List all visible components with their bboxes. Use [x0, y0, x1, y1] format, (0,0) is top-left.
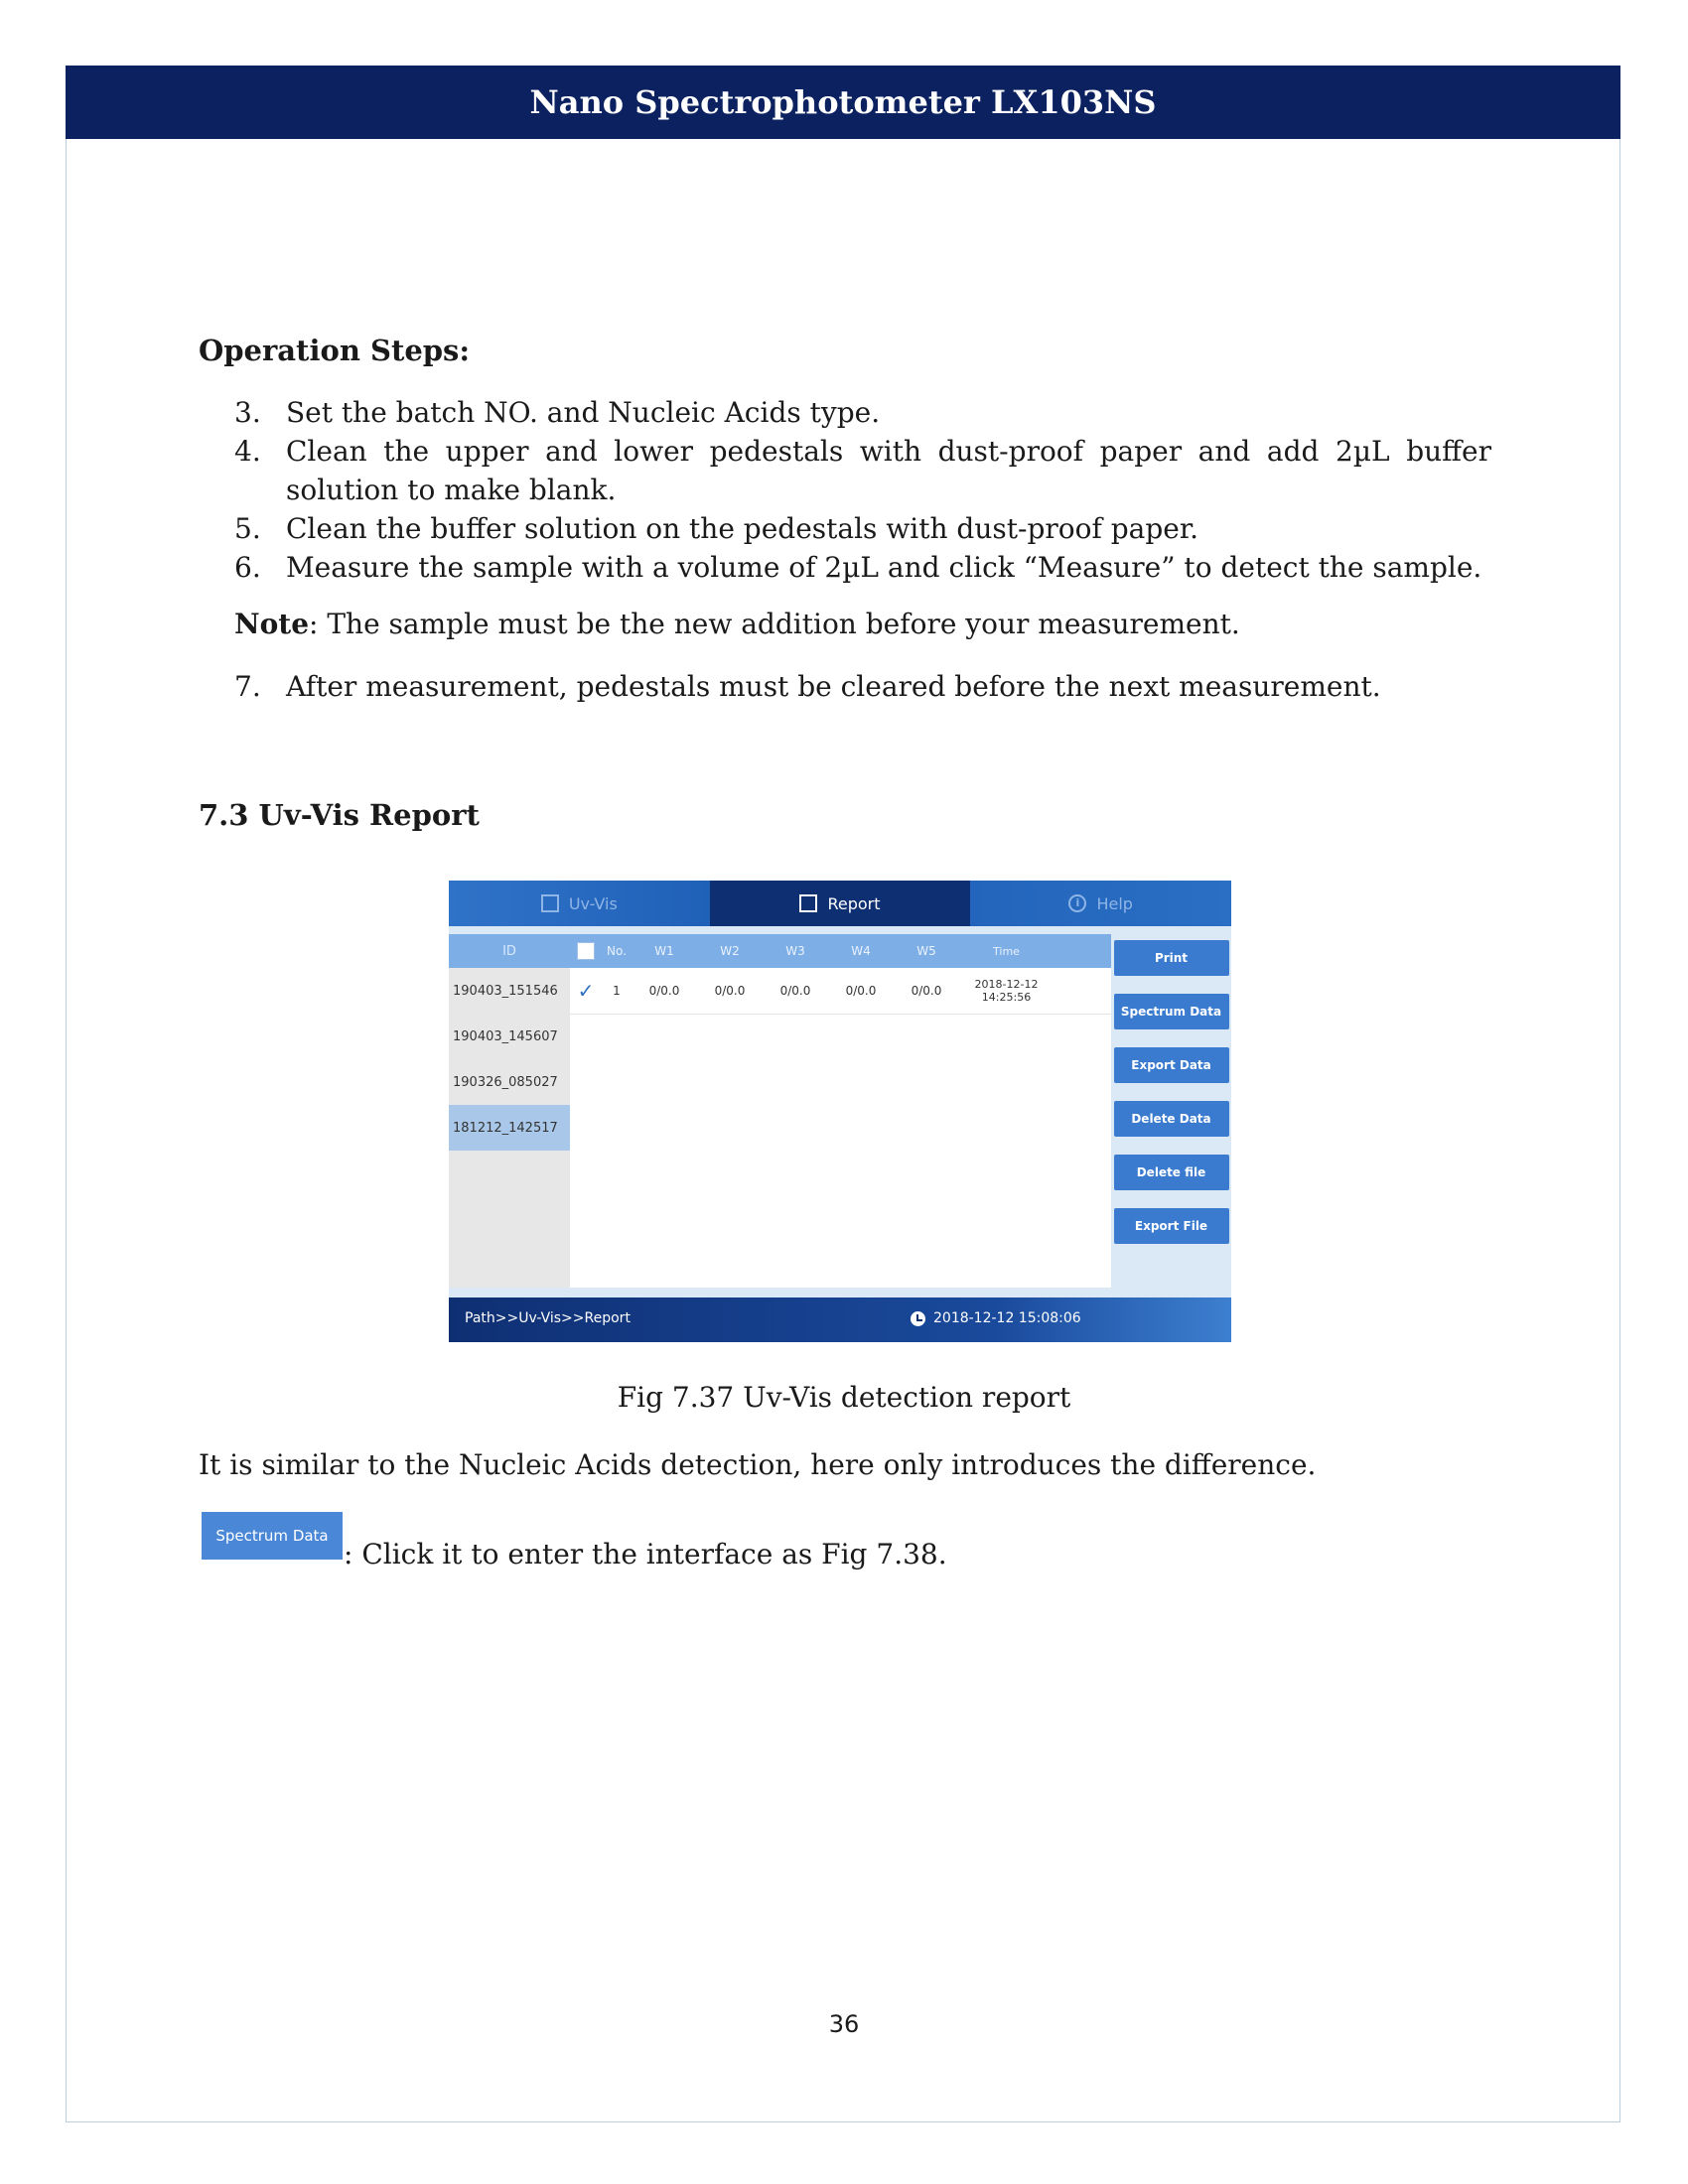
operation-steps-heading: Operation Steps:	[199, 334, 471, 367]
cell-w2: 0/0.0	[714, 984, 746, 998]
time-clock: 14:25:56	[981, 991, 1032, 1004]
step-text: Clean the upper and lower pedestals with dust-proof paper and add 2µL buffer	[286, 435, 1491, 468]
export-data-button[interactable]: Export Data	[1114, 1047, 1229, 1083]
step-number: 4.	[234, 435, 261, 468]
column-header: W1	[654, 944, 674, 958]
spectrum-data-button[interactable]: Spectrum Data	[1114, 994, 1229, 1029]
tab-report[interactable]	[710, 881, 971, 926]
delete-data-button[interactable]: Delete Data	[1114, 1101, 1229, 1137]
uv-vis-report-screenshot	[449, 881, 1231, 1342]
tab-help[interactable]	[970, 881, 1231, 926]
section-heading: 7.3 Uv-Vis Report	[199, 798, 480, 832]
table-row[interactable]	[570, 968, 1111, 1015]
datetime-text: 2018-12-12 15:08:06	[933, 1310, 1081, 1326]
row-checkbox[interactable]	[570, 981, 602, 1001]
export-file-button[interactable]: Export File	[1114, 1208, 1229, 1244]
step-number: 5.	[234, 512, 261, 545]
status-bar	[449, 1297, 1231, 1342]
column-header: W2	[720, 944, 740, 958]
step-6	[234, 548, 1491, 587]
time-date: 2018-12-12	[974, 978, 1039, 991]
step-7	[234, 667, 1491, 706]
step-number: 6.	[234, 551, 261, 584]
step-number: 7.	[234, 670, 261, 703]
info-icon: i	[1068, 894, 1086, 912]
column-header: No.	[607, 944, 627, 958]
step-5	[234, 509, 1491, 548]
report-icon	[799, 894, 817, 912]
table-header	[570, 934, 1111, 968]
batch-item[interactable]: 190403_151546	[453, 983, 558, 999]
page-number: 36	[828, 2010, 860, 2038]
note-text: : The sample must be the new addition before your measurement.	[309, 608, 1240, 640]
batch-item[interactable]: 190326_085027	[453, 1074, 558, 1090]
document-icon	[541, 894, 559, 912]
cell-w1: 0/0.0	[648, 984, 680, 998]
steps-list	[234, 393, 1491, 587]
tab-uv-vis[interactable]	[449, 881, 710, 926]
step-4	[234, 432, 1491, 471]
select-all-checkbox[interactable]	[577, 942, 595, 960]
cell-w5: 0/0.0	[911, 984, 942, 998]
page-header	[66, 66, 1620, 139]
batch-item[interactable]: 190403_145607	[453, 1028, 558, 1044]
step-4-continuation: solution to make blank.	[286, 474, 617, 506]
breadcrumb: Path>>Uv-Vis>>Report	[465, 1310, 631, 1326]
step-text: Clean the buffer solution on the pedestals with dust-proof paper.	[286, 512, 1199, 545]
cell-no: 1	[613, 984, 621, 998]
tab-label: Help	[1096, 893, 1133, 913]
column-header: W5	[916, 944, 936, 958]
action-buttons	[1111, 934, 1231, 1288]
datetime-display	[911, 1310, 1081, 1326]
note-label: Note	[234, 608, 310, 640]
clock-icon	[911, 1311, 925, 1326]
inline-description: : Click it to enter the interface as Fig 7.38.	[344, 1538, 947, 1570]
cell-w4: 0/0.0	[845, 984, 877, 998]
steps-list-2	[234, 667, 1491, 706]
cell-w3: 0/0.0	[779, 984, 811, 998]
select-all-cell	[570, 942, 602, 960]
delete-file-button[interactable]: Delete file	[1114, 1155, 1229, 1190]
step-text: After measurement, pedestals must be cleared before the next measurement.	[286, 670, 1381, 703]
batch-list-header: ID	[449, 934, 570, 968]
tab-label: Report	[827, 893, 881, 913]
results-table	[570, 934, 1111, 1288]
figure-caption: Fig 7.37 Uv-Vis detection report	[617, 1381, 1071, 1414]
note	[234, 608, 1240, 640]
batch-list	[449, 934, 570, 1288]
column-header: W4	[851, 944, 871, 958]
column-header: Time	[993, 944, 1020, 958]
step-3	[234, 393, 1491, 432]
tab-label: Uv-Vis	[568, 893, 618, 913]
step-text: Set the batch NO. and Nucleic Acids type.	[286, 396, 881, 429]
column-header: W3	[785, 944, 805, 958]
document-title: Nano Spectrophotometer LX103NS	[529, 83, 1157, 121]
print-button[interactable]: Print	[1114, 940, 1229, 976]
checkmark-icon: ✓	[577, 979, 595, 1003]
tab-bar	[449, 881, 1231, 926]
cell-time	[959, 978, 1054, 1004]
step-number: 3.	[234, 396, 261, 429]
spectrum-data-button-inline: Spectrum Data	[202, 1512, 343, 1560]
batch-item-selected[interactable]: 181212_142517	[449, 1105, 570, 1151]
intro-paragraph: It is similar to the Nucleic Acids detection, here only introduces the difference.	[199, 1448, 1317, 1481]
step-text: Measure the sample with a volume of 2µL and click “Measure” to detect the sample.	[286, 551, 1482, 584]
